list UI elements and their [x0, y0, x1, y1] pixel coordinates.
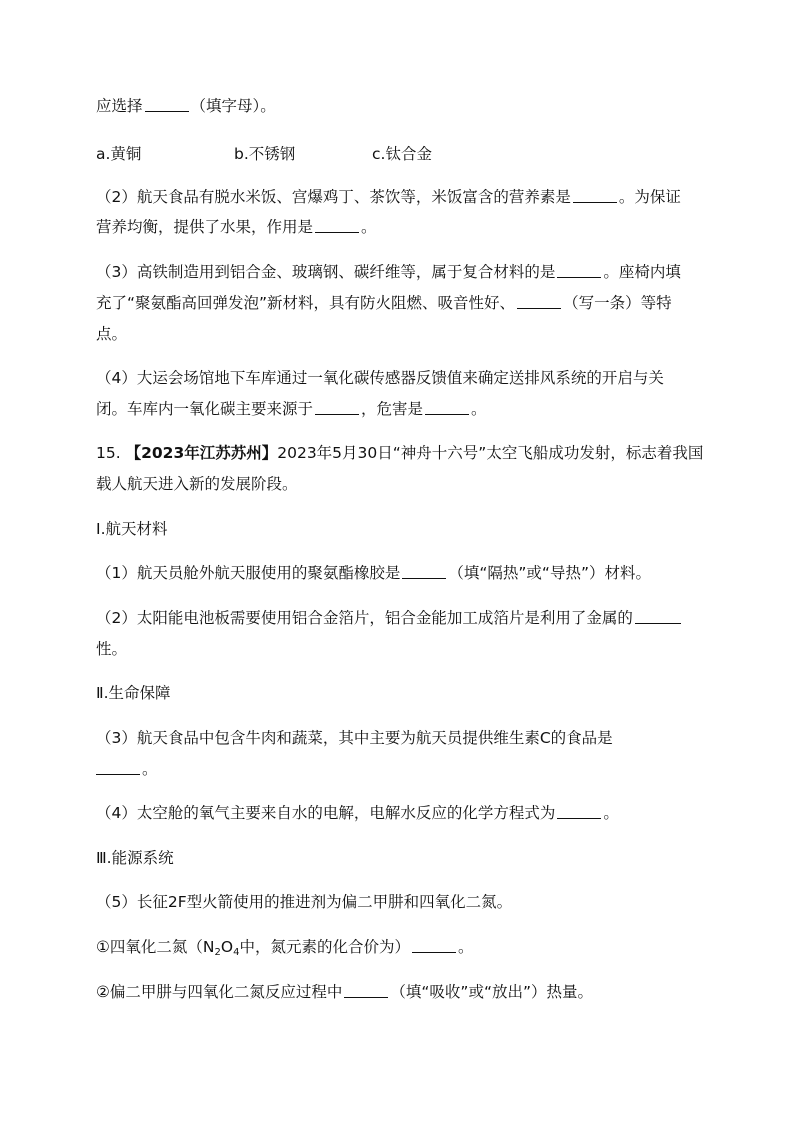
q15-part5-sub2	[96, 982, 593, 1002]
option-a: a.黄铜	[96, 145, 142, 163]
answer-blank[interactable]	[315, 400, 359, 415]
q15-part3-line1: （3）航天食品中包含牛肉和蔬菜，其中主要为航天员提供维生素C的食品是	[96, 729, 613, 747]
q15-part3-line2	[96, 759, 158, 779]
text: （1）航天员舱外航天服使用的聚氨酯橡胶是	[96, 564, 401, 582]
text: （4）太空舱的氧气主要来自水的电解，电解水反应的化学方程式为	[96, 804, 556, 822]
text: （2）航天食品有脱水米饭、宫爆鸡丁、茶饮等，米饭富含的营养素是	[96, 188, 571, 206]
text: 。	[471, 400, 487, 418]
text: ①四氧化二氮（	[96, 938, 203, 956]
q14-line-choose	[96, 96, 276, 116]
text: ，危害是	[361, 400, 424, 418]
answer-blank[interactable]	[145, 97, 189, 112]
q14-part3-line2	[96, 293, 672, 313]
text: （2）太阳能电池板需要使用铝合金箔片，铝合金能加工成箔片是利用了金属的	[96, 609, 633, 627]
section-heading-life-support: Ⅱ.生命保障	[96, 684, 171, 702]
answer-blank[interactable]	[315, 218, 359, 233]
text: 闭。车库内一氧化碳主要来源于	[96, 400, 314, 418]
formula-element: O	[220, 938, 234, 956]
text: 中，氮元素的化合价为）	[239, 938, 410, 956]
section-heading-energy: Ⅲ.能源系统	[96, 849, 174, 867]
answer-blank[interactable]	[517, 294, 561, 309]
question-source: 【2023年江苏苏州】	[125, 444, 278, 462]
answer-blank[interactable]	[557, 263, 601, 278]
q14-part4-line1: （4）大运会场馆地下车库通过一氧化碳传感器反馈值来确定送排风系统的开启与关	[96, 369, 664, 387]
q15-part4	[96, 803, 619, 823]
text: （填“隔热”或“导热”）材料。	[448, 564, 651, 582]
q14-part2-line2	[96, 217, 377, 237]
q15-line2: 载人航天进入新的发展阶段。	[96, 475, 298, 493]
answer-blank[interactable]	[557, 804, 601, 819]
q15-part1	[96, 563, 651, 583]
q15-part5: （5）长征2F型火箭使用的推进剂为偏二甲肼和四氧化二氮。	[96, 893, 513, 911]
answer-blank[interactable]	[573, 188, 617, 203]
q15-part2-line2: 性。	[96, 640, 128, 658]
text: 。	[361, 218, 377, 236]
formula-subscript: 4	[233, 947, 240, 958]
answer-blank[interactable]	[344, 983, 388, 998]
text: （3）高铁制造用到铝合金、玻璃钢、碳纤维等，属于复合材料的是	[96, 263, 556, 281]
option-c: c.钛合金	[372, 145, 432, 163]
answer-blank[interactable]	[635, 609, 681, 624]
text: 应选择	[96, 97, 143, 115]
text: （填“吸收”或“放出”）热量。	[390, 983, 594, 1001]
answer-blank[interactable]	[425, 400, 469, 415]
text: 2023年5月30日“神舟十六号”太空飞船成功发射，标志着我国	[277, 444, 704, 462]
q15-line1	[96, 443, 703, 463]
q14-options	[96, 144, 696, 164]
text: 。座椅内填	[603, 263, 681, 281]
section-heading-materials: Ⅰ.航天材料	[96, 520, 168, 538]
text: 营养均衡，提供了水果，作用是	[96, 218, 314, 236]
q14-part4-line2	[96, 399, 487, 419]
q14-part2-line1	[96, 187, 681, 207]
answer-blank[interactable]	[96, 760, 140, 775]
text: 。	[457, 938, 474, 956]
answer-blank[interactable]	[402, 564, 446, 579]
q14-part3-line1	[96, 262, 681, 282]
text: 。	[603, 804, 619, 822]
formula-element: N	[202, 938, 215, 956]
text: ②偏二甲肼与四氧化二氮反应过程中	[96, 983, 343, 1001]
answer-blank[interactable]	[412, 938, 456, 953]
text: （写一条）等特	[563, 294, 672, 312]
q15-part2-line1	[96, 608, 683, 628]
text: 。	[142, 760, 158, 778]
option-b: b.不锈钢	[234, 145, 296, 163]
q15-part5-sub1	[96, 937, 474, 963]
question-number: 15.	[96, 444, 121, 462]
text: （填字母）。	[190, 97, 276, 115]
formula-subscript: 2	[214, 947, 221, 958]
text: 。为保证	[618, 188, 681, 206]
text: 充了“聚氨酯高回弹发泡”新材料，具有防火阻燃、吸音性好、	[96, 294, 516, 312]
chemical-formula	[203, 938, 240, 956]
q14-part3-line3: 点。	[96, 325, 128, 343]
